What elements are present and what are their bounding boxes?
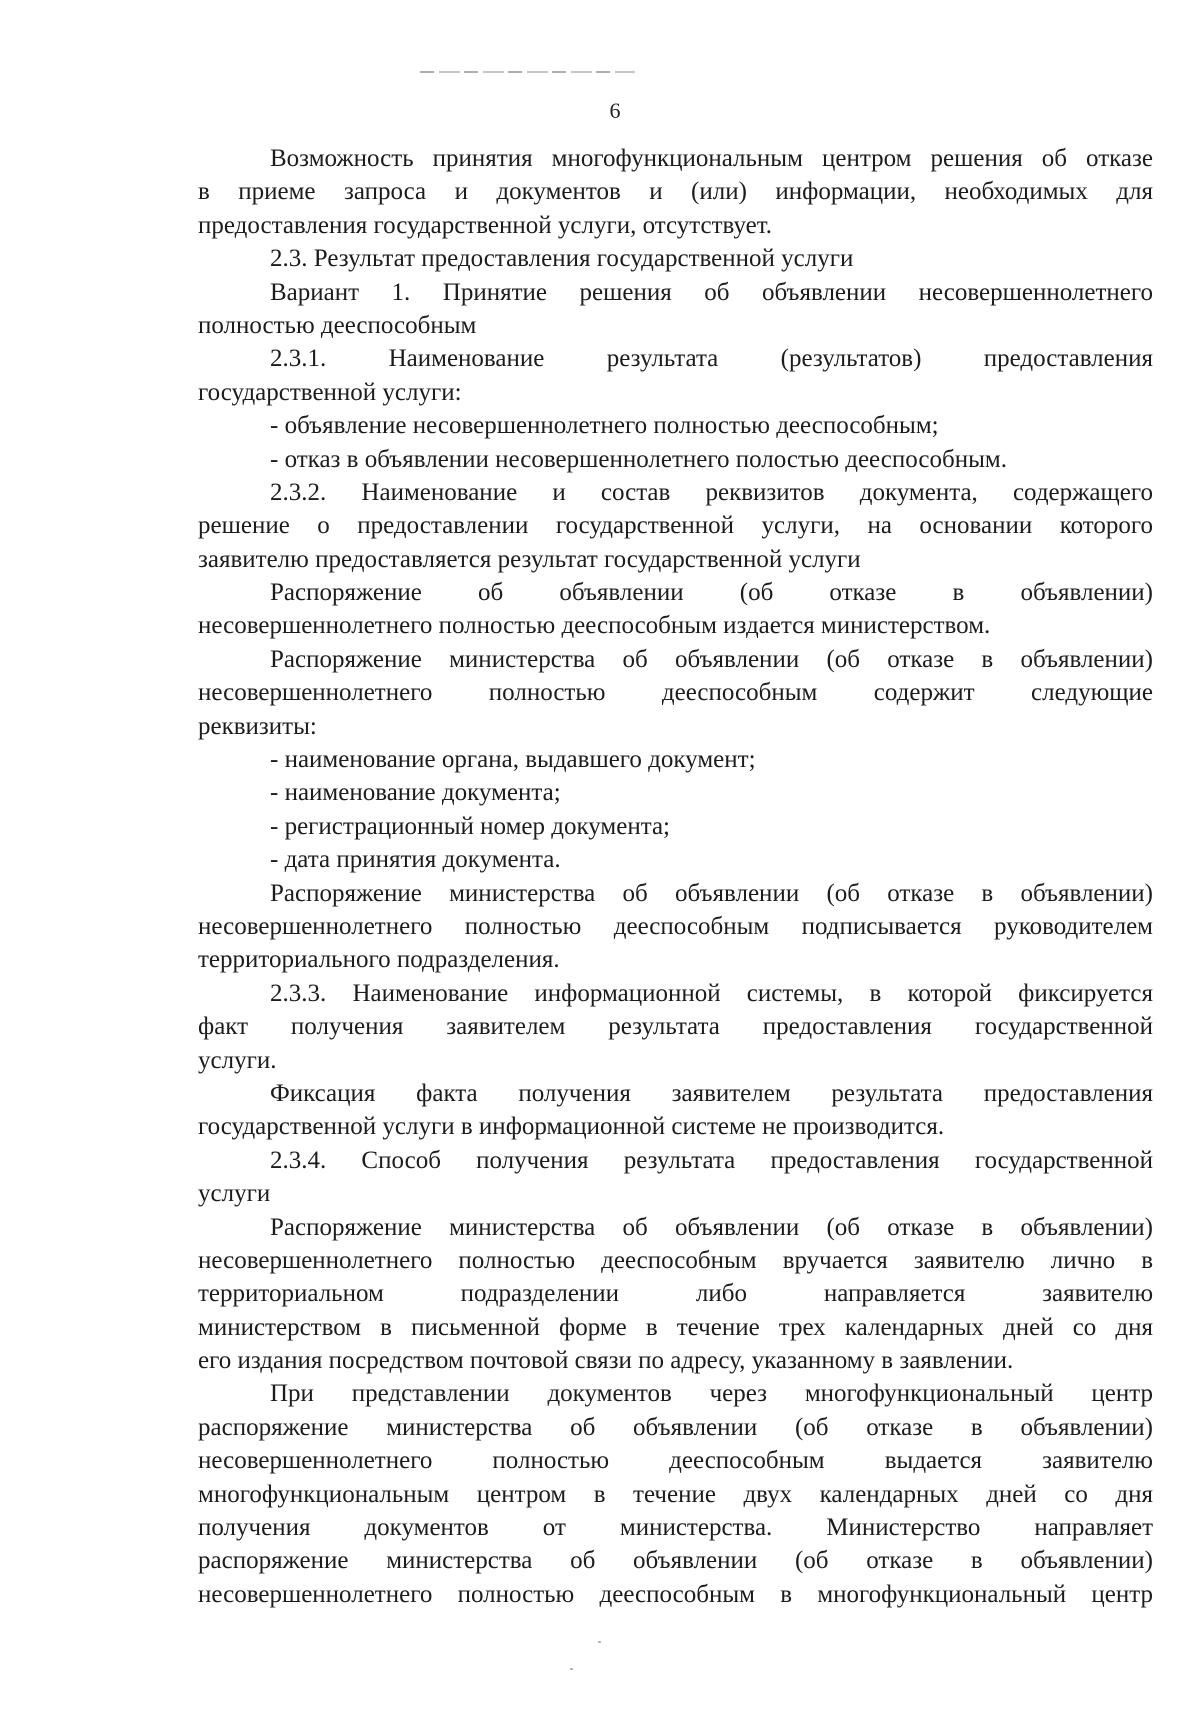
paragraph (198, 142, 1153, 242)
text-line: 2.3. Результат предоставления государственной услуги (270, 245, 854, 273)
text-line: предоставления государственной услуги, отсутствует. (198, 211, 773, 239)
text-line: министерством в письменной форме в течение трех календарных дней со дня (198, 1313, 1153, 1341)
paragraph (198, 409, 1153, 442)
paragraph (198, 877, 1153, 977)
scan-speck (570, 1668, 573, 1670)
text-line: территориальном подразделении либо направляется заявителю (198, 1280, 1153, 1308)
paragraph (198, 1144, 1153, 1211)
text-line: многофункциональным центром в течение двух календарных дней со дня (198, 1480, 1153, 1508)
document-body (198, 142, 1153, 1611)
text-line: Вариант 1. Принятие решения об объявлении несовершеннолетнего (270, 278, 1153, 306)
text-line: 2.3.2. Наименование и состав реквизитов документа, содержащего (270, 478, 1153, 506)
text-line: Возможность принятия многофункциональным центром решения об отказе (270, 145, 1153, 172)
text-line: Фиксация факта получения заявителем результата предоставления (270, 1079, 1153, 1107)
paragraph (198, 342, 1153, 409)
paragraph (198, 1077, 1153, 1144)
paragraph (198, 743, 1153, 776)
paragraph (198, 242, 1153, 275)
paragraph (198, 843, 1153, 876)
paragraph (198, 476, 1153, 576)
paragraph (198, 443, 1153, 476)
paragraph (198, 276, 1153, 343)
text-line: - объявление несовершеннолетнего полностью дееспособным; (270, 412, 939, 440)
paragraph (198, 643, 1153, 743)
text-line: услуги (198, 1180, 271, 1208)
text-line: несовершеннолетнего полностью дееспособным подписывается руководителем (198, 912, 1153, 940)
paragraph (198, 1211, 1153, 1378)
text-line: услуги. (198, 1046, 277, 1074)
text-line: государственной услуги: (198, 378, 462, 406)
text-line: Распоряжение министерства об объявлении (об отказе в объявлении) (270, 645, 1153, 673)
text-line: - регистрационный номер документа; (270, 812, 670, 840)
paragraph (198, 1377, 1153, 1611)
page-number: 6 (609, 98, 621, 123)
text-line: Распоряжение об объявлении (об отказе в объявлении) (270, 579, 1153, 607)
text-line: - дата принятия документа. (270, 846, 561, 874)
text-line: реквизиты: (198, 712, 317, 740)
text-line: получения документов от министерства. Министерство направляет (198, 1514, 1153, 1542)
text-line: Распоряжение министерства об объявлении (об отказе в объявлении) (270, 879, 1153, 907)
paragraph (198, 810, 1153, 843)
scan-artifact (420, 71, 635, 73)
scan-speck (598, 1641, 601, 1643)
text-line: несовершеннолетнего полностью дееспособным содержит следующие (198, 679, 1153, 707)
text-line: в приеме запроса и документов и (или) информации, необходимых для (198, 178, 1153, 206)
text-line: При представлении документов через многофункциональный центр (270, 1380, 1153, 1408)
text-line: заявителю предоставляется результат государственной услуги (198, 545, 861, 573)
text-line: его издания посредством почтовой связи по адресу, указанному в заявлении. (198, 1347, 1014, 1375)
text-line: несовершеннолетнего полностью дееспособным в многофункциональный центр (198, 1580, 1153, 1608)
text-line: 2.3.4. Способ получения результата предоставления государственной (270, 1146, 1153, 1174)
text-line: - отказ в объявлении несовершеннолетнего полостью дееспособным. (270, 445, 1007, 473)
text-line: решение о предоставлении государственной услуги, на основании которого (198, 512, 1153, 540)
text-line: полностью дееспособным (198, 311, 477, 339)
text-line: - наименование документа; (270, 779, 561, 807)
text-line: распоряжение министерства об объявлении (об отказе в объявлении) (198, 1413, 1153, 1441)
paragraph (198, 776, 1153, 809)
text-line: несовершеннолетнего полностью дееспособным выдается заявителю (198, 1447, 1153, 1475)
text-line: распоряжение министерства об объявлении (об отказе в объявлении) (198, 1547, 1153, 1575)
text-line: государственной услуги в информационной системе не производится. (198, 1113, 945, 1141)
text-line: - наименование органа, выдавшего документ; (270, 746, 756, 774)
text-line: Распоряжение министерства об объявлении (об отказе в объявлении) (270, 1213, 1153, 1241)
text-line: 2.3.3. Наименование информационной системы, в которой фиксируется (270, 979, 1153, 1007)
text-line: несовершеннолетнего полностью дееспособным вручается заявителю лично в (198, 1246, 1153, 1274)
text-line: факт получения заявителем результата предоставления государственной (198, 1013, 1153, 1041)
text-line: несовершеннолетнего полностью дееспособным издается министерством. (198, 612, 991, 640)
text-line: территориального подразделения. (198, 946, 560, 974)
paragraph (198, 576, 1153, 643)
paragraph (198, 977, 1153, 1077)
text-line: 2.3.1. Наименование результата (результатов) предоставления (270, 345, 1153, 373)
